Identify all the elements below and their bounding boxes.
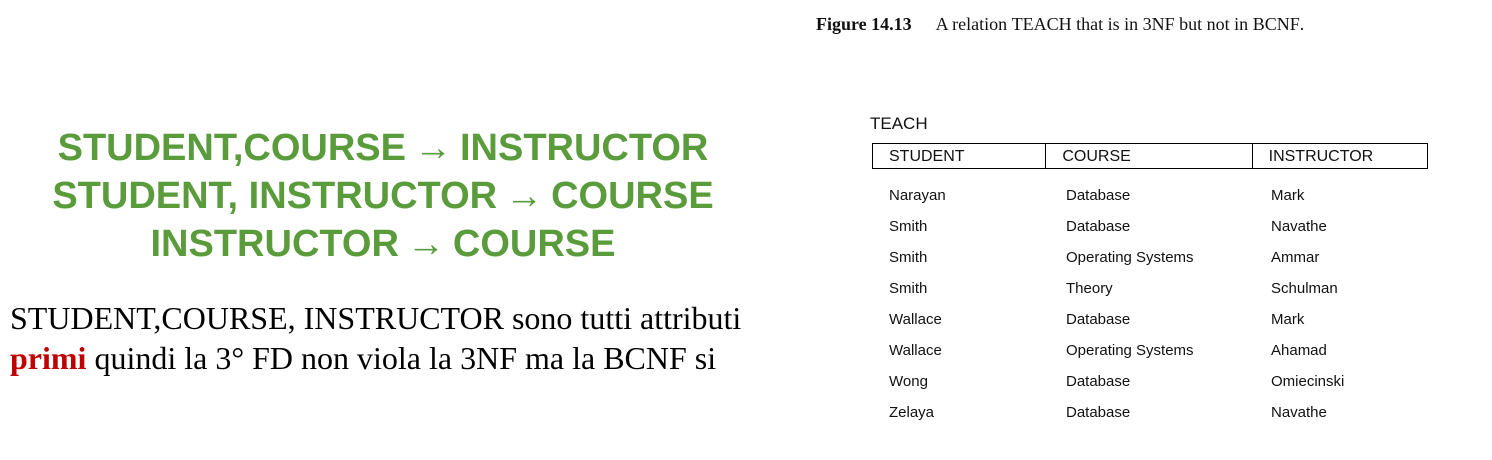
cell-student: Smith xyxy=(889,249,928,266)
note-text-part2: quindi la 3° FD non viola la 3NF ma la BCNF si xyxy=(86,340,717,376)
cell-course: Database xyxy=(1066,218,1131,235)
caption-normal-form-b: BCNF xyxy=(1252,14,1300,34)
cell-student: Zelaya xyxy=(889,404,935,421)
cell-course: Database xyxy=(1066,404,1131,421)
cell-student: Wallace xyxy=(889,342,942,359)
relation-header-row xyxy=(872,143,1428,169)
cell-course: Database xyxy=(1066,187,1131,204)
explanation-paragraph xyxy=(10,298,750,378)
fd-lhs: STUDENT, INSTRUCTOR xyxy=(52,175,498,217)
fd-lhs: INSTRUCTOR xyxy=(150,223,399,265)
table-row xyxy=(872,182,1428,213)
relation-title: TEACH xyxy=(870,114,928,133)
fd-lhs: STUDENT,COURSE xyxy=(57,127,406,169)
table-row xyxy=(872,244,1428,275)
cell-student: Smith xyxy=(889,280,928,297)
column-header-student: STUDENT xyxy=(889,148,965,165)
caption-text-prefix: A relation xyxy=(935,14,1012,34)
cell-instructor: Omiecinski xyxy=(1271,373,1345,390)
cell-course: Database xyxy=(1066,311,1131,328)
functional-dependency xyxy=(0,220,766,268)
cell-course: Operating Systems xyxy=(1066,249,1194,266)
column-header-course: COURSE xyxy=(1045,144,1251,168)
functional-dependencies xyxy=(0,124,766,268)
caption-normal-form-a: 3NF xyxy=(1142,14,1175,34)
caption-text-middle2: but not in xyxy=(1174,14,1253,34)
note-text-part1: STUDENT,COURSE, INSTRUCTOR sono tutti attributi xyxy=(10,300,742,336)
cell-course: Theory xyxy=(1066,280,1113,297)
cell-student: Wallace xyxy=(889,311,942,328)
table-row xyxy=(872,337,1428,368)
caption-relation-name: TEACH xyxy=(1011,14,1072,34)
note-highlight-primi: primi xyxy=(10,340,87,376)
cell-instructor: Navathe xyxy=(1271,218,1327,235)
cell-student: Wong xyxy=(889,373,928,390)
caption-text-middle: that is in xyxy=(1071,14,1143,34)
functional-dependency xyxy=(0,124,766,172)
cell-instructor: Ammar xyxy=(1271,249,1320,266)
table-row xyxy=(872,399,1428,430)
fd-rhs: COURSE xyxy=(452,223,616,265)
right-arrow-icon: → xyxy=(505,175,544,217)
table-row xyxy=(872,275,1428,306)
column-header-instructor: INSTRUCTOR xyxy=(1252,144,1427,168)
cell-instructor: Ahamad xyxy=(1271,342,1327,359)
cell-instructor: Mark xyxy=(1271,187,1305,204)
figure-caption xyxy=(816,14,1304,35)
figure-label: Figure 14.13 xyxy=(816,14,912,34)
cell-student: Narayan xyxy=(889,187,946,204)
cell-course: Operating Systems xyxy=(1066,342,1194,359)
cell-instructor: Navathe xyxy=(1271,404,1327,421)
cell-instructor: Schulman xyxy=(1271,280,1338,297)
functional-dependency xyxy=(0,172,766,220)
table-row xyxy=(872,306,1428,337)
right-arrow-icon: → xyxy=(413,127,452,169)
cell-instructor: Mark xyxy=(1271,311,1305,328)
fd-rhs: INSTRUCTOR xyxy=(459,127,709,169)
relation-body xyxy=(872,182,1428,430)
cell-course: Database xyxy=(1066,373,1131,390)
cell-student: Smith xyxy=(889,218,928,235)
right-arrow-icon: → xyxy=(406,223,445,265)
table-row xyxy=(872,213,1428,244)
fd-rhs: COURSE xyxy=(551,175,714,217)
table-row xyxy=(872,368,1428,399)
caption-text-suffix: . xyxy=(1299,14,1305,34)
